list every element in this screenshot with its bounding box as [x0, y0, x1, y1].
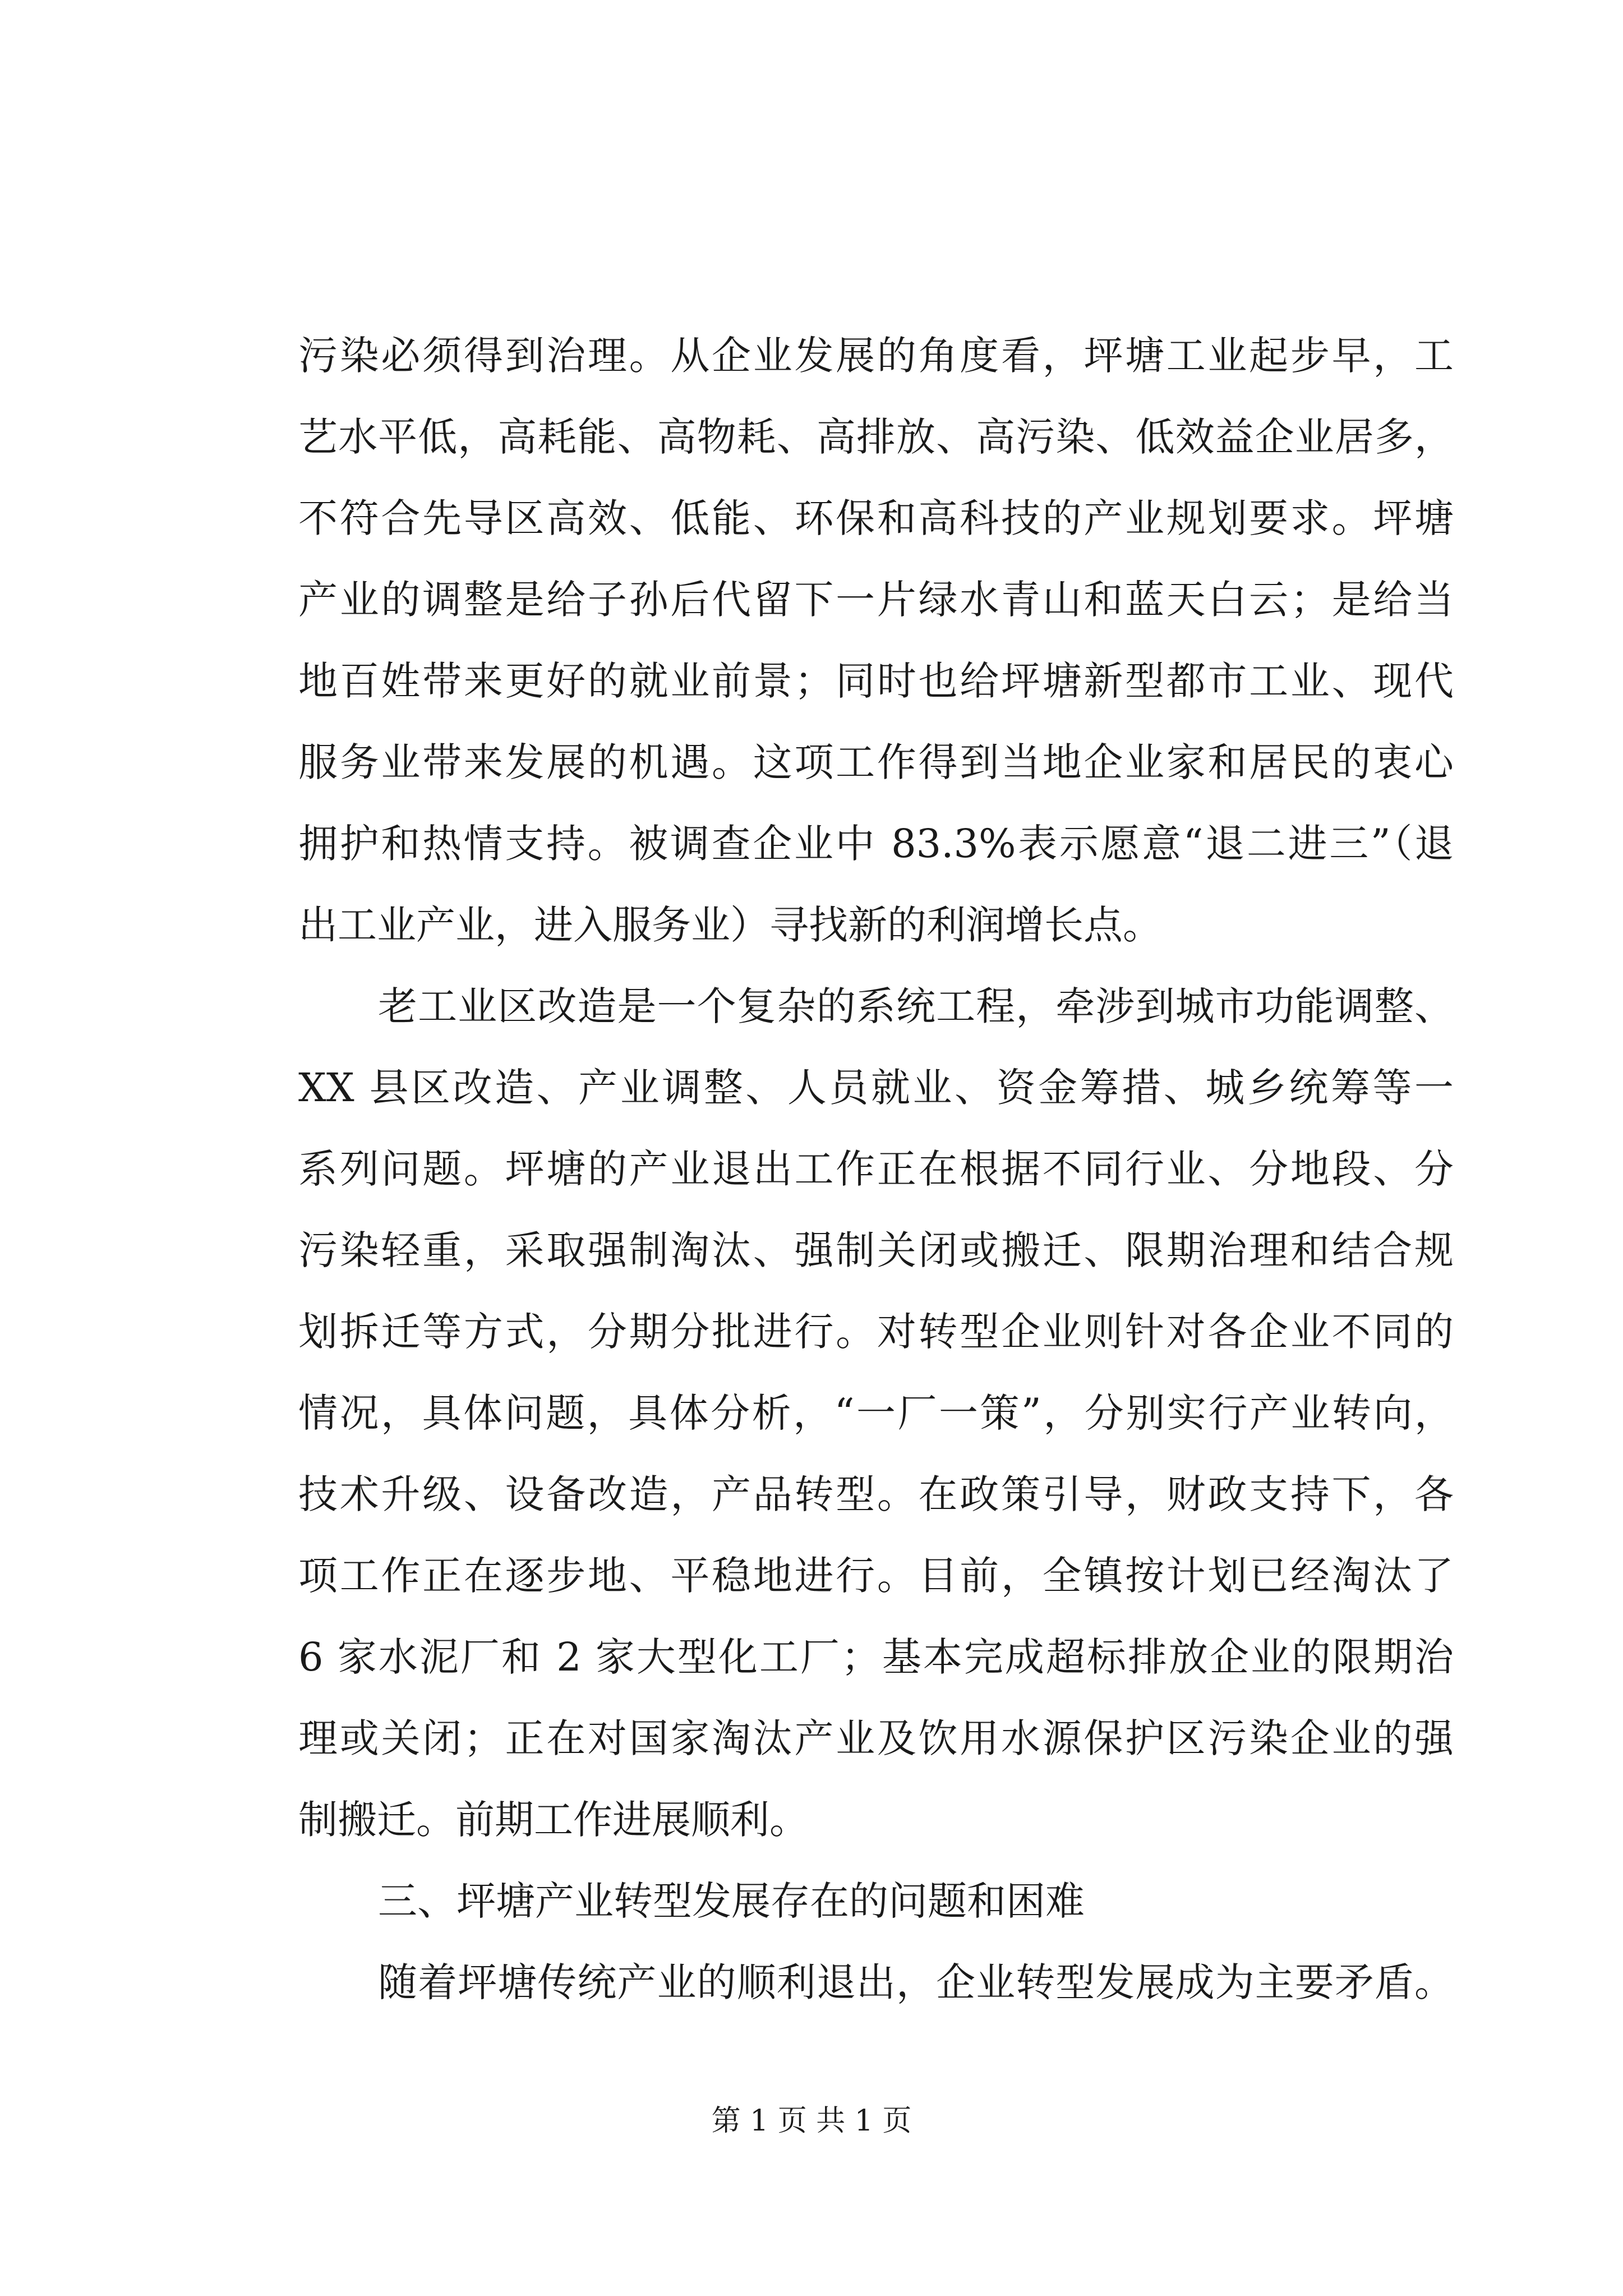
text-line: 制搬迁。前期工作进展顺利。 [298, 1797, 809, 1843]
text-line: 污染必须得到治理。从企业发展的角度看，坪塘工业起步早，工 [298, 333, 1454, 379]
text-line: 出工业产业，进入服务业）寻找新的利润增长点。 [298, 902, 1162, 948]
text-line: 系列问题。坪塘的产业退出工作正在根据不同行业、分地段、分 [298, 1146, 1454, 1192]
text-line: 拥护和热情支持。被调查企业中 83.3%表示愿意“退二进三”（退 [298, 821, 1454, 867]
text-line: 老工业区改造是一个复杂的系统工程，牵涉到城市功能调整、 [378, 983, 1454, 1029]
section-heading: 三、坪塘产业转型发展存在的问题和困难 [378, 1878, 1085, 1924]
text-line: 服务业带来发展的机遇。这项工作得到当地企业家和居民的衷心 [298, 739, 1454, 785]
text-line: 项工作正在逐步地、平稳地进行。目前，全镇按计划已经淘汰了 [298, 1553, 1454, 1599]
text-line: XX 县区改造、产业调整、人员就业、资金筹措、城乡统筹等一 [298, 1065, 1454, 1111]
text-line: 产业的调整是给子孙后代留下一片绿水青山和蓝天白云；是给当 [298, 577, 1454, 623]
text-line: 地百姓带来更好的就业前景；同时也给坪塘新型都市工业、现代 [298, 658, 1454, 704]
text-line: 6 家水泥厂和 2 家大型化工厂；基本完成超标排放企业的限期治 [298, 1634, 1454, 1680]
text-line: 划拆迁等方式，分期分批进行。对转型企业则针对各企业不同的 [298, 1309, 1454, 1355]
text-line: 理或关闭；正在对国家淘汰产业及饮用水源保护区污染企业的强 [298, 1715, 1454, 1761]
text-line: 艺水平低，高耗能、高物耗、高排放、高污染、低效益企业居多， [298, 414, 1454, 460]
text-line: 技术升级、设备改造，产品转型。在政策引导，财政支持下，各 [298, 1471, 1454, 1517]
text-line: 不符合先导区高效、低能、环保和高科技的产业规划要求。坪塘 [298, 495, 1454, 541]
text-line: 污染轻重，采取强制淘汰、强制关闭或搬迁、限期治理和结合规 [298, 1227, 1454, 1273]
text-line: 随着坪塘传统产业的顺利退出，企业转型发展成为主要矛盾。 [378, 1959, 1454, 2005]
text-line: 情况，具体问题，具体分析，“一厂一策”，分别实行产业转向， [298, 1390, 1454, 1436]
page-footer: 第 1 页 共 1 页 [711, 2104, 912, 2138]
